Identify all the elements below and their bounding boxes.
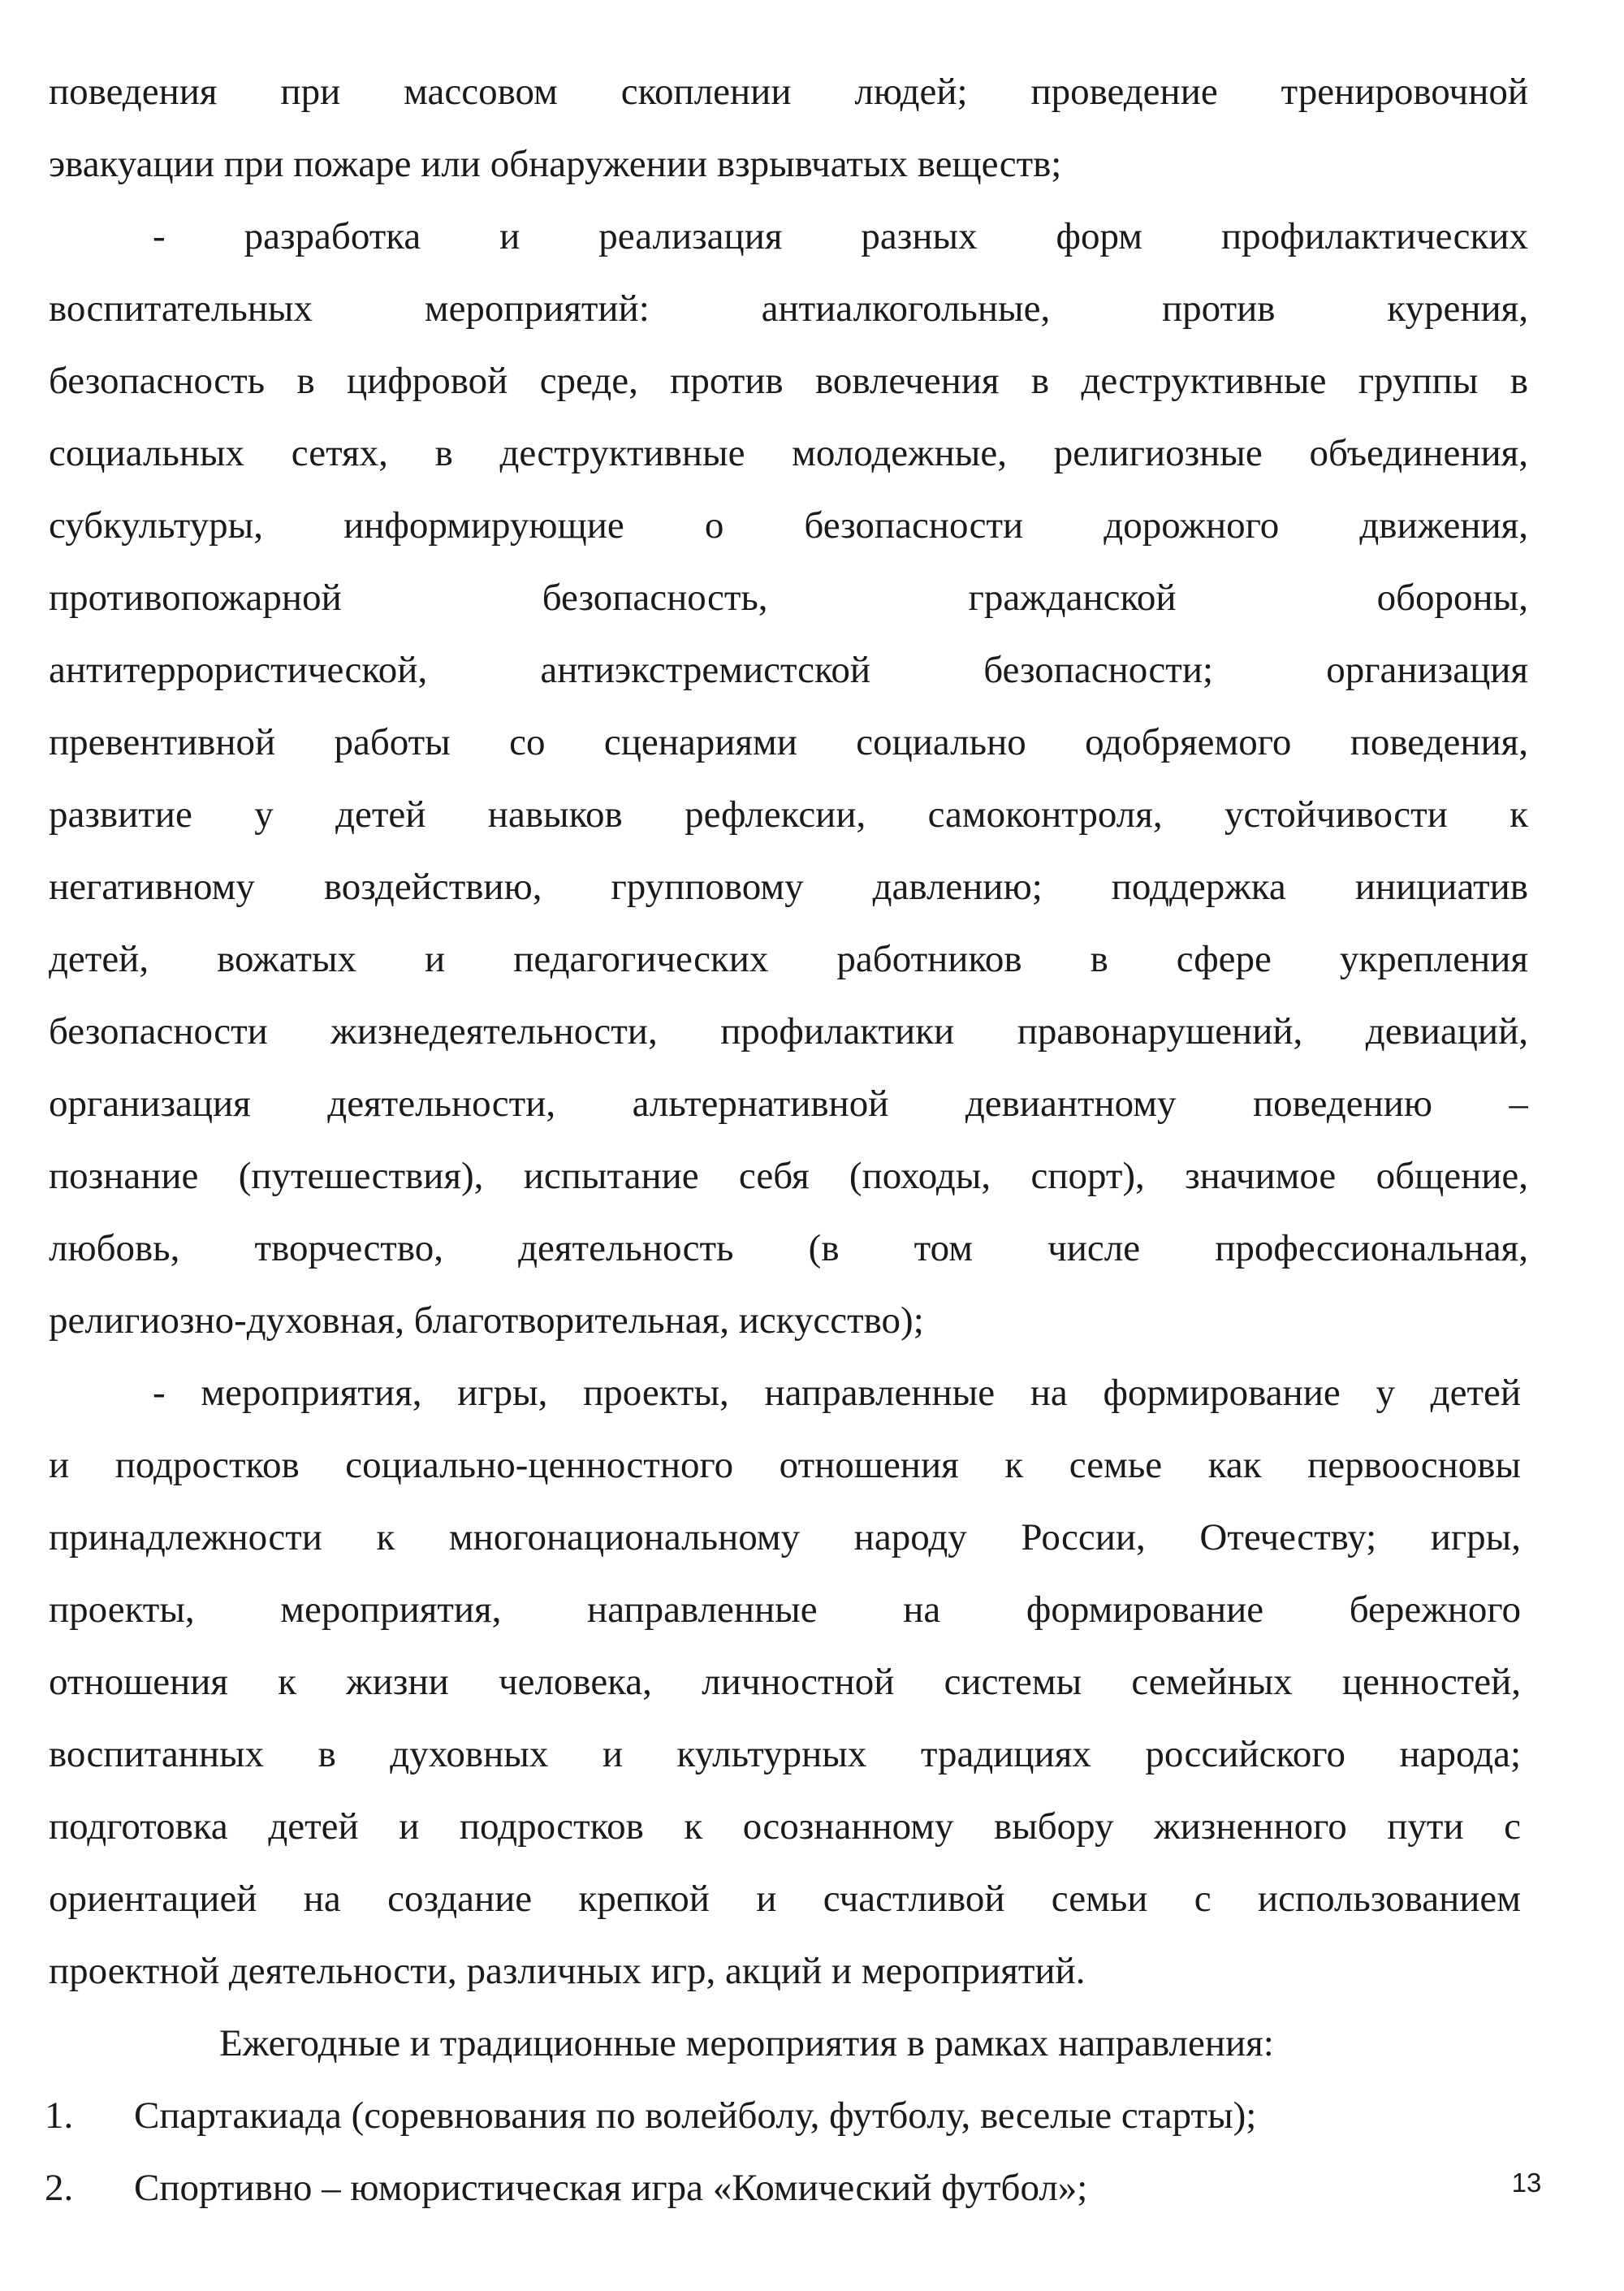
list-item	[45, 2152, 1531, 2224]
list-item	[45, 2080, 1531, 2152]
list-number: 2.	[45, 2167, 74, 2209]
page-number: 13	[1511, 2168, 1542, 2198]
text-line: субкультуры, информирующие о безопасности дорожного движения,	[49, 504, 1528, 547]
text-line: безопасность в цифровой среде, против вовлечения в деструктивные группы в	[49, 360, 1528, 402]
text-line: развитие у детей навыков рефлексии, самоконтроля, устойчивости к	[49, 793, 1528, 836]
text-line: проектной деятельности, различных игр, акций и мероприятий.	[49, 1950, 1086, 1992]
text-line: социальных сетях, в деструктивные молодежные, религиозные объединения,	[49, 432, 1528, 474]
text-line: превентивной работы со сценариями социально одобряемого поведения,	[49, 721, 1528, 763]
text-line: и подростков социально-ценностного отношения к семье как первоосновы	[49, 1444, 1521, 1486]
text-line: противопожарной безопасность, гражданской обороны,	[49, 577, 1528, 619]
text-line: - разработка и реализация разных форм профилактических	[153, 215, 1528, 257]
text-line: любовь, творчество, деятельность (в том числе профессиональная,	[49, 1227, 1528, 1269]
text-line: проекты, мероприятия, направленные на формирование бережного	[49, 1589, 1521, 1631]
text-line: ориентацией на создание крепкой и счастливой семьи с использованием	[49, 1878, 1521, 1920]
list-text: Спартакиада (соревнования по волейболу, футболу, веселые старты);	[134, 2094, 1257, 2137]
list-number: 1.	[45, 2094, 74, 2137]
text-line: религиозно-духовная, благотворительная, искусство);	[49, 1299, 924, 1342]
text-line: антитеррористической, антиэкстремистской безопасности; организация	[49, 649, 1528, 691]
text-line: воспитательных мероприятий: антиалкогольные, против курения,	[49, 287, 1528, 330]
section-heading: Ежегодные и традиционные мероприятия в рамках направления:	[219, 2022, 1274, 2064]
text-line: детей, вожатых и педагогических работников в сфере укрепления	[49, 938, 1528, 980]
text-line: принадлежности к многонациональному народу России, Отечеству; игры,	[49, 1516, 1521, 1558]
text-line: подготовка детей и подростков к осознанному выбору жизненного пути с	[49, 1805, 1521, 1848]
text-line: эвакуации при пожаре или обнаружении взрывчатых веществ;	[49, 143, 1062, 185]
list-text: Спортивно – юмористическая игра «Комический футбол»;	[134, 2167, 1088, 2209]
text-line: поведения при массовом скоплении людей; проведение тренировочной	[49, 71, 1528, 113]
text-line: познание (путешествия), испытание себя (походы, спорт), значимое общение,	[49, 1155, 1528, 1197]
text-line: отношения к жизни человека, личностной системы семейных ценностей,	[49, 1661, 1521, 1703]
text-line: воспитанных в духовных и культурных традициях российского народа;	[49, 1733, 1521, 1775]
text-line: организация деятельности, альтернативной девиантному поведению –	[49, 1083, 1528, 1125]
text-line: безопасности жизнедеятельности, профилактики правонарушений, девиаций,	[49, 1010, 1528, 1053]
text-line: - мероприятия, игры, проекты, направленные на формирование у детей	[153, 1372, 1521, 1414]
text-line: негативному воздействию, групповому давлению; поддержка инициатив	[49, 866, 1528, 908]
